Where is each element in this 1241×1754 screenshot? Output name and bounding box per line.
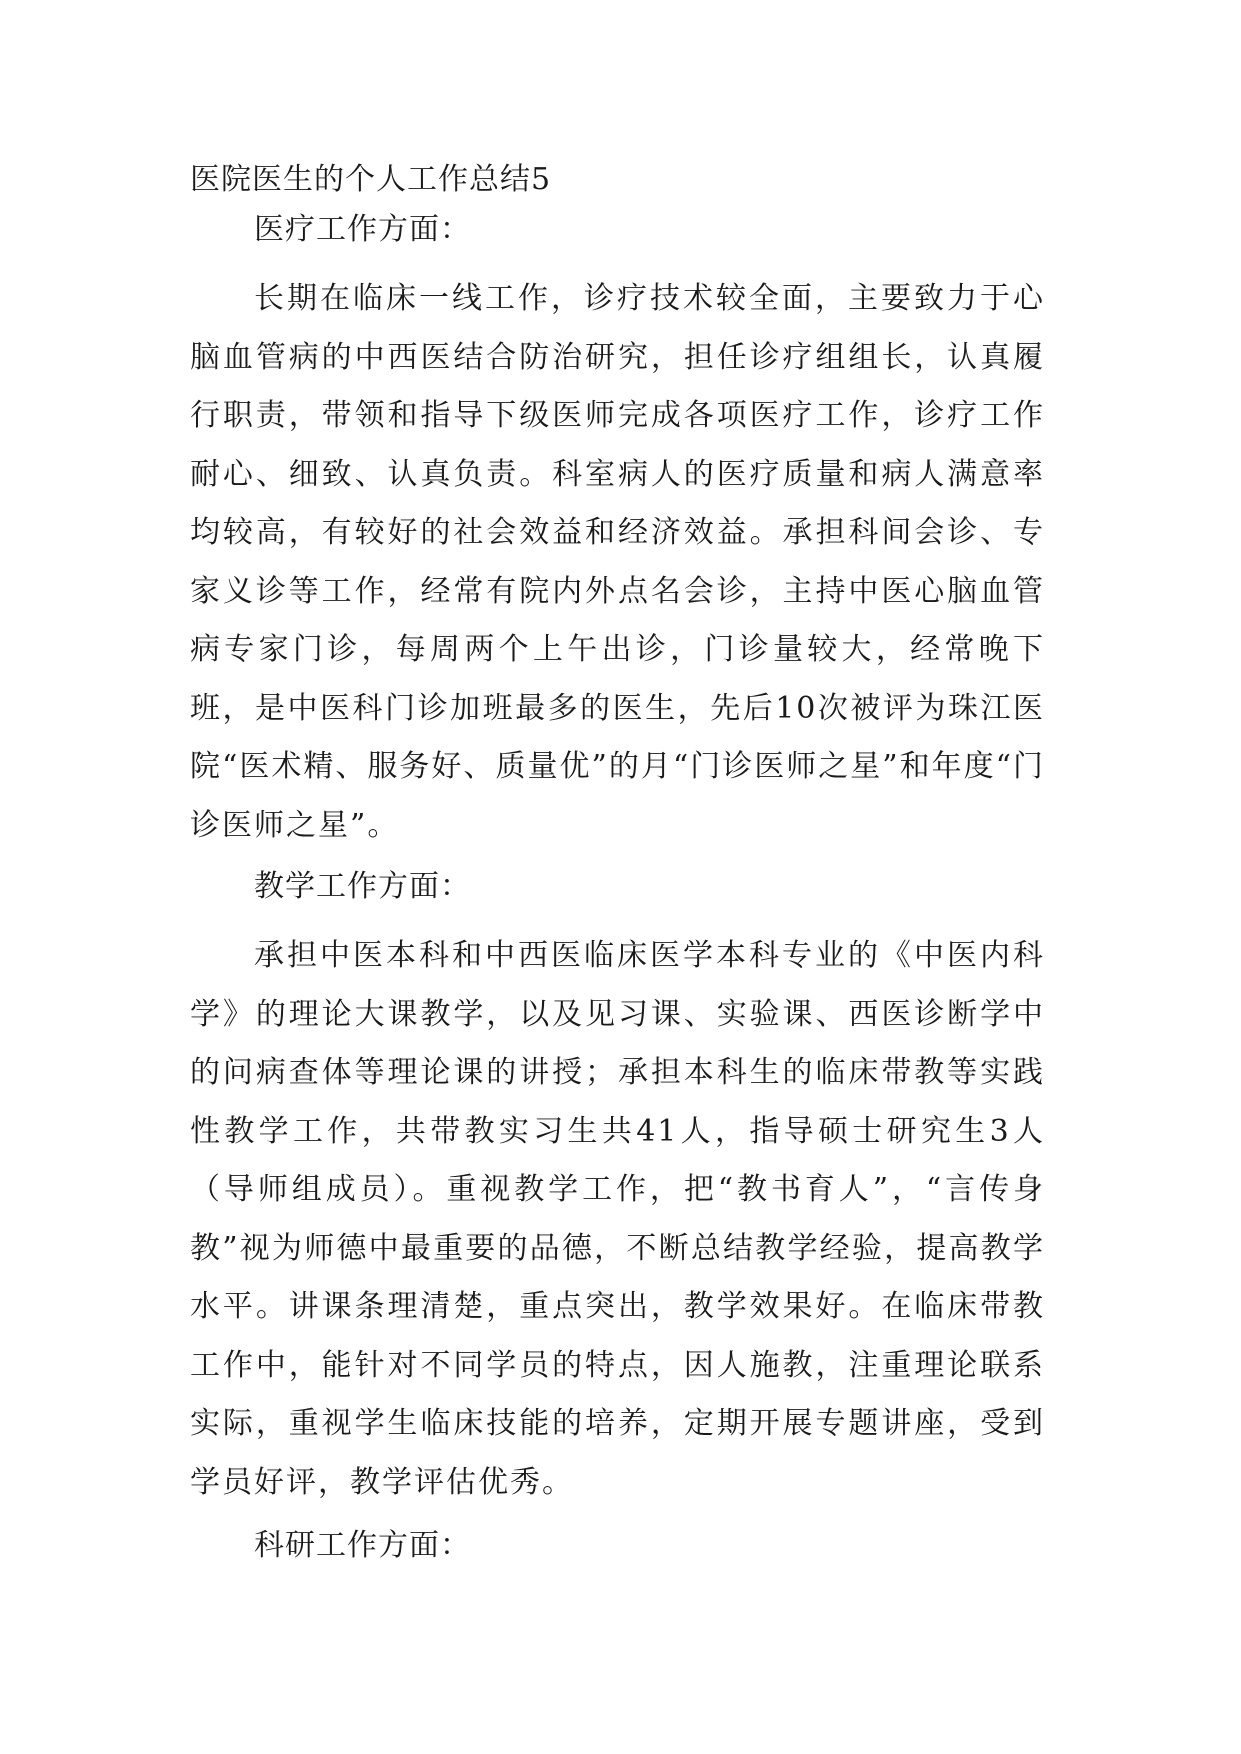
section-paragraph-teaching: 承担中医本科和中西医临床医学本科专业的《中医内科学》的理论大课教学，以及见习课、实验课、西医诊断学中的问病查体等理论课的讲授；承担本科生的临床带教等实践性教学工作，共带教实习生共41人，指导硕士研究生3人（导师组成员）。重视教学工作，把“教书育人”，“言传身教”视为师德中最重要的品德，不断总结教学经验，提高教学水平。讲课条理清楚，重点突出，教学效果好。在临床带教工作中，能针对不同学员的特点，因人施教，注重理论联系实际，重视学生临床技能的培养，定期开展专题讲座，受到学员好评，教学评估优秀。 — [190, 938, 1045, 1500]
section-heading-medical: 医疗工作方面： — [254, 212, 471, 247]
section-paragraph-medical: 长期在临床一线工作，诊疗技术较全面，主要致力于心脑血管病的中西医结合防治研究，担任诊疗组组长，认真履行职责，带领和指导下级医师完成各项医疗工作，诊疗工作耐心、细致、认真负责。科室病人的医疗质量和病人满意率均较高，有较好的社会效益和经济效益。承担科间会诊、专家义诊等工作，经常有院内外点名会诊，主持中医心脑血管病专家门诊，每周两个上午出诊，门诊量较大，经常晚下班，是中医科门诊加班最多的医生，先后10次被评为珠江医院“医术精、服务好、质量优”的月“门诊医师之星”和年度“门诊医师之星”。 — [190, 281, 1045, 843]
document-title: 医院医生的个人工作总结5 — [190, 162, 552, 197]
section-heading-research: 科研工作方面： — [254, 1528, 471, 1563]
section-heading-teaching: 教学工作方面： — [254, 869, 471, 904]
document-page — [190, 160, 1045, 1586]
